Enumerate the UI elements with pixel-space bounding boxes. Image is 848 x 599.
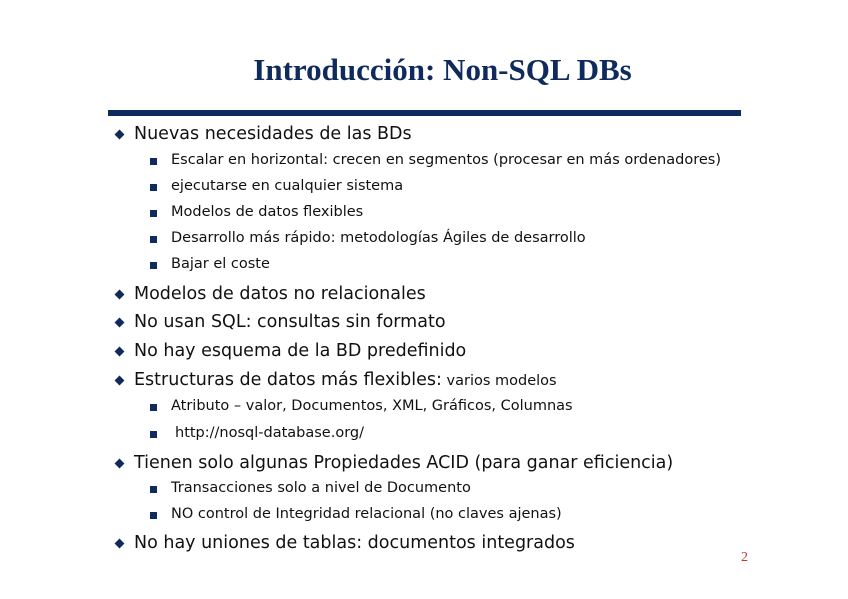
square-bullet-icon [150, 404, 157, 411]
sub-bullet-item [150, 480, 471, 496]
diamond-bullet-icon [115, 318, 125, 328]
sub-bullet-item [150, 178, 403, 194]
bullet-text: Modelos de datos no relacionales [134, 284, 426, 304]
bullet-item [114, 453, 673, 473]
bullet-item [114, 312, 446, 332]
square-bullet-icon [150, 431, 157, 438]
diamond-bullet-icon [115, 347, 125, 357]
diamond-bullet-icon [115, 459, 125, 469]
bullet-item [114, 370, 557, 390]
square-bullet-icon [150, 184, 157, 191]
bullet-text: Nuevas necesidades de las BDs [134, 124, 412, 144]
bullet-text-suffix: varios modelos [441, 373, 557, 389]
bullet-text: Estructuras de datos más flexibles: [134, 370, 442, 390]
sub-bullet-item [150, 398, 573, 414]
sub-bullet-text: ejecutarse en cualquier sistema [171, 178, 404, 194]
sub-bullet-item [150, 230, 586, 246]
sub-bullet-text: Atributo – valor, Documentos, XML, Gráficos, Columnas [171, 398, 573, 414]
bullet-text: No usan SQL: consultas sin formato [134, 312, 446, 332]
sub-bullet-item [150, 256, 270, 272]
diamond-bullet-icon [115, 290, 125, 300]
diamond-bullet-icon [115, 376, 125, 386]
sub-bullet-text: Modelos de datos flexibles [171, 204, 364, 220]
bullet-item [114, 124, 412, 144]
sub-bullet-item [150, 506, 562, 522]
sub-bullet-text: Transacciones solo a nivel de Documento [171, 480, 471, 496]
bullet-item [114, 341, 466, 361]
diamond-bullet-icon [115, 539, 125, 549]
page-number: 2 [741, 550, 748, 565]
sub-bullet-text: Bajar el coste [171, 256, 270, 272]
square-bullet-icon [150, 512, 157, 519]
bullet-item [114, 533, 575, 553]
square-bullet-icon [150, 158, 157, 165]
title-rule [108, 110, 741, 116]
sub-bullet-item [150, 204, 363, 220]
bullet-text: Tienen solo algunas Propiedades ACID (para ganar eficiencia) [134, 453, 674, 473]
bullet-text: No hay uniones de tablas: documentos integrados [134, 533, 575, 553]
sub-bullet-item [150, 425, 364, 441]
diamond-bullet-icon [115, 130, 125, 140]
square-bullet-icon [150, 262, 157, 269]
bullet-text: No hay esquema de la BD predefinido [134, 341, 467, 361]
bullet-item [114, 284, 426, 304]
sub-bullet-text: Escalar en horizontal: crecen en segmentos (procesar en más ordenadores) [171, 152, 721, 168]
url-text: http://nosql-database.org/ [175, 425, 365, 441]
square-bullet-icon [150, 486, 157, 493]
sub-bullet-text: NO control de Integridad relacional (no claves ajenas) [171, 506, 562, 522]
sub-bullet-text: Desarrollo más rápido: metodologías Ágiles de desarrollo [171, 230, 586, 246]
slide-title: Introducción: Non-SQL DBs [253, 52, 632, 87]
square-bullet-icon [150, 236, 157, 243]
square-bullet-icon [150, 210, 157, 217]
sub-bullet-item [150, 152, 721, 168]
